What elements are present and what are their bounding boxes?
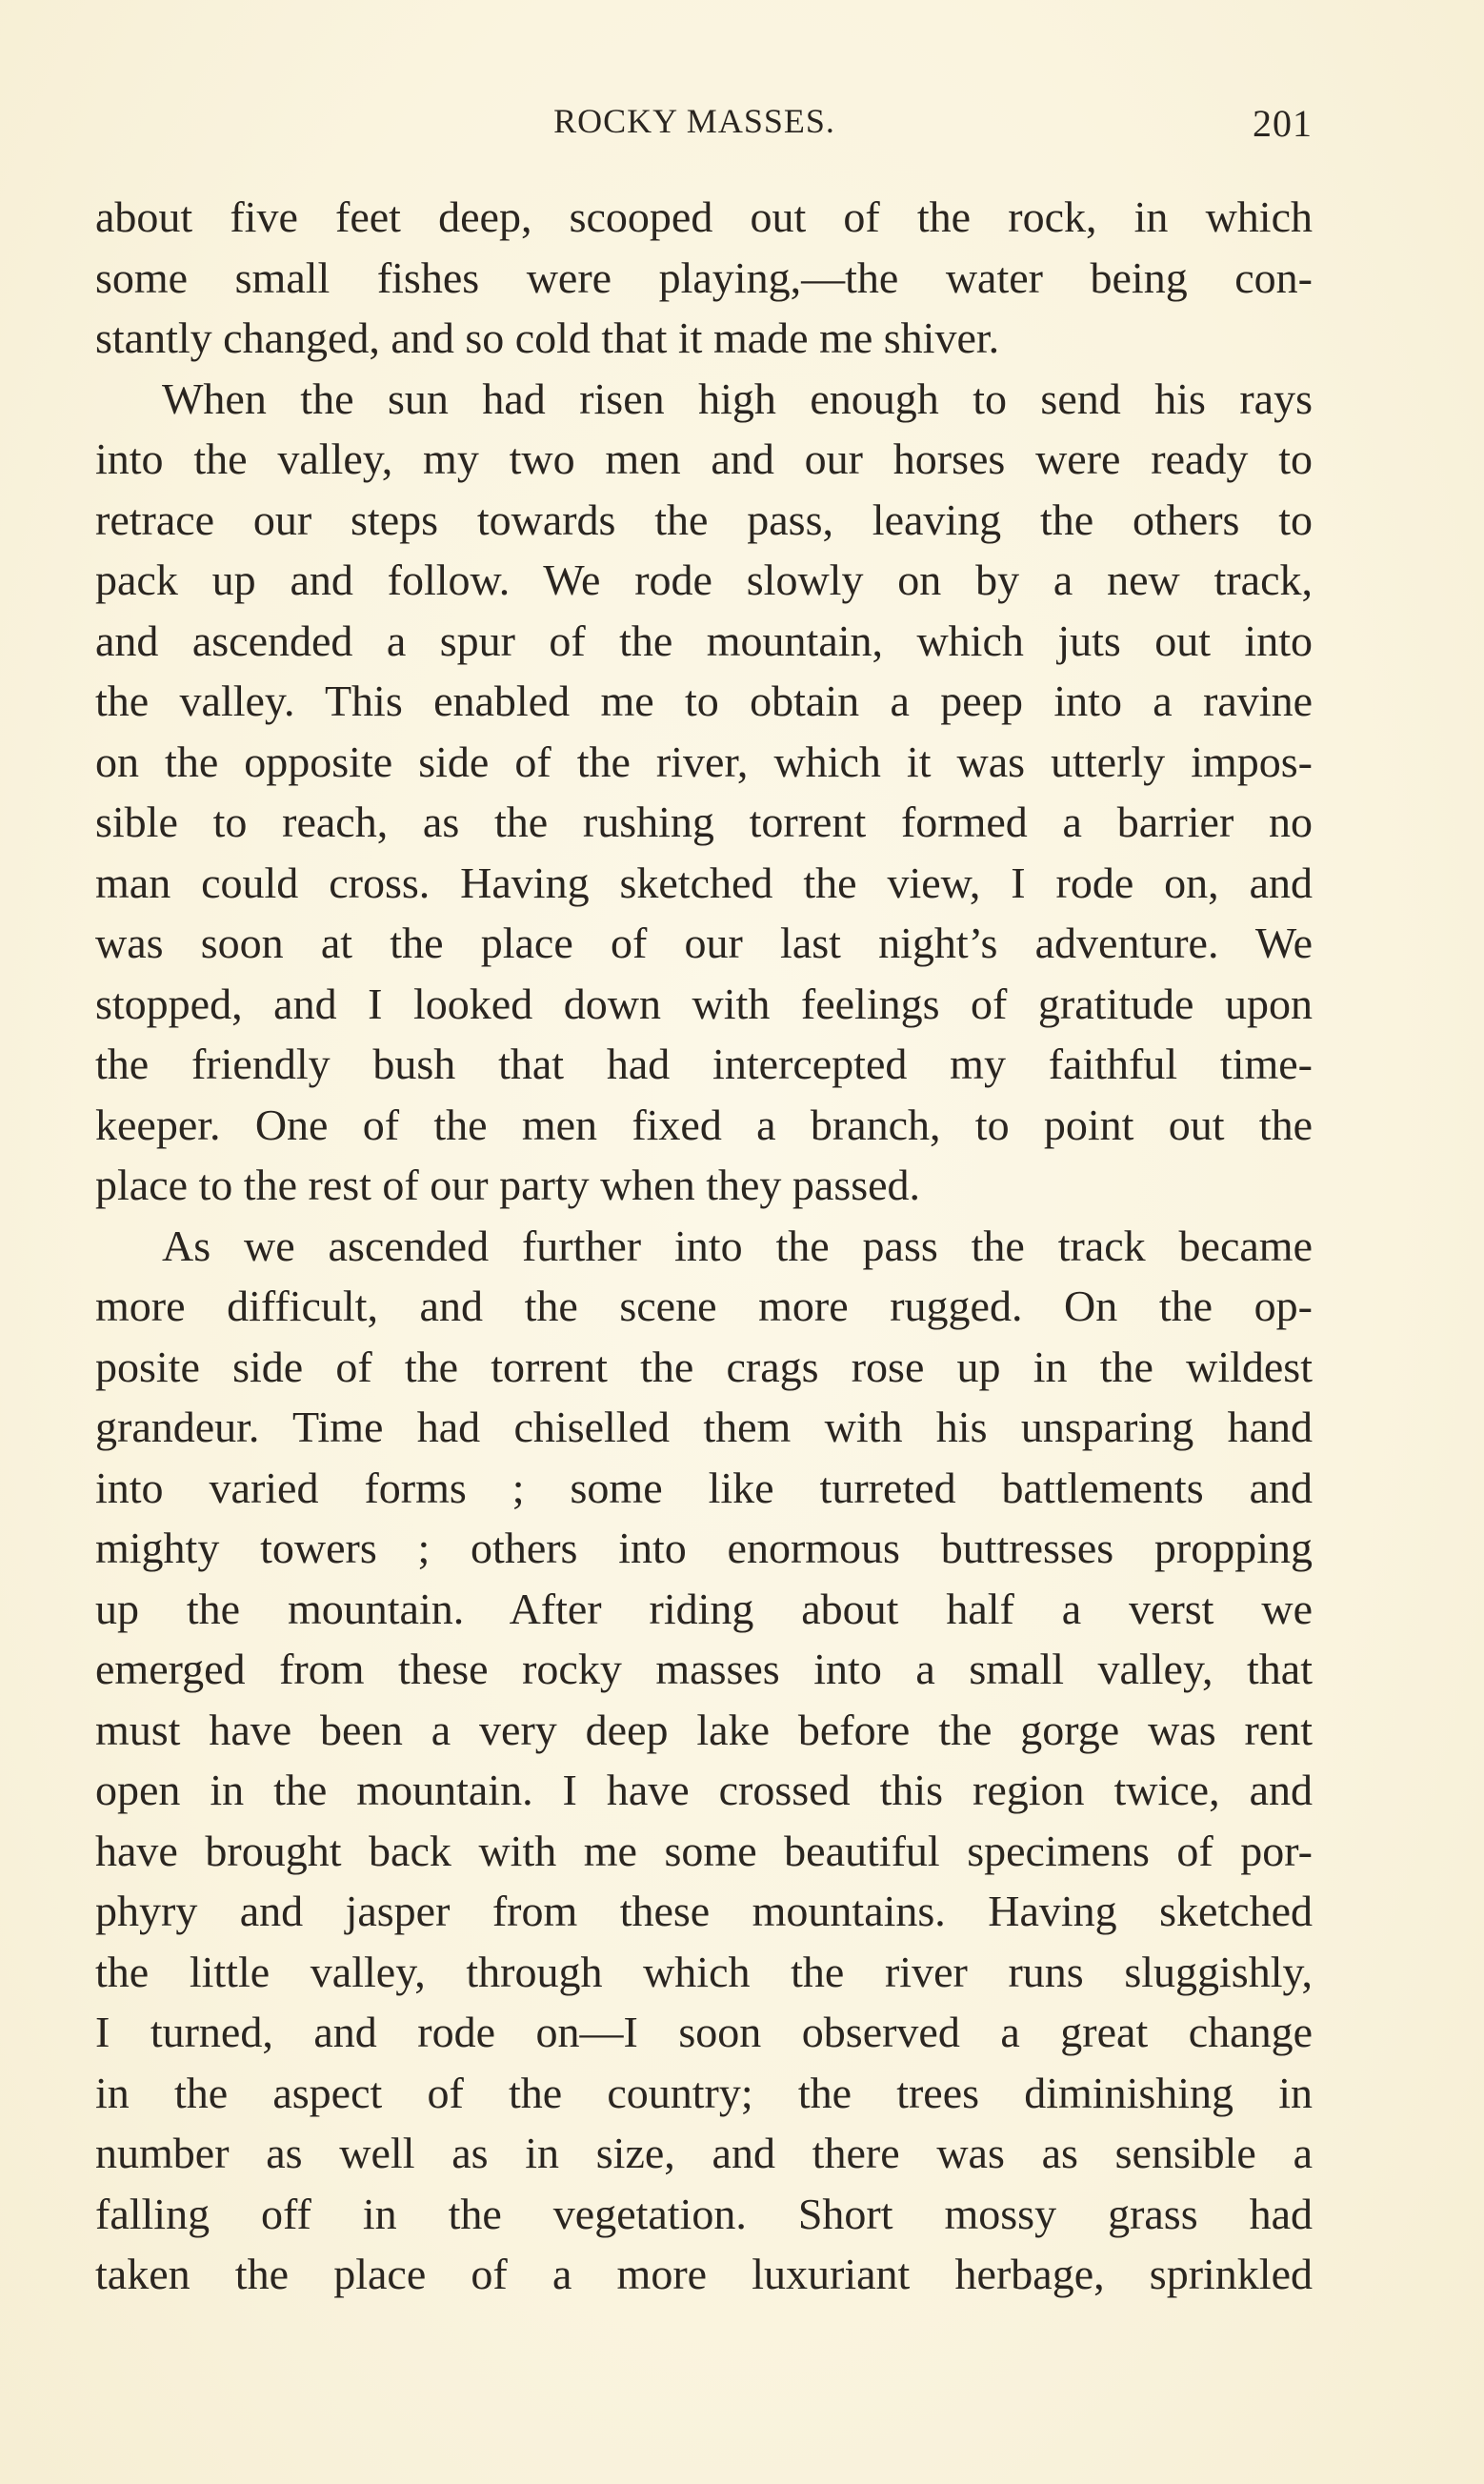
running-head [95, 101, 1313, 149]
text-line: the little valley, through which the river runs sluggishly, [95, 1947, 1313, 1996]
text-line: phyry and jasper from these mountains. Having sketched [95, 1887, 1313, 1935]
text-line: stantly changed, and so cold that it made me shiver. [95, 313, 1000, 362]
page-number: 201 [1253, 102, 1313, 145]
body-text [95, 187, 1313, 2305]
text-line: place to the rest of our party when they passed. [95, 1161, 921, 1209]
text-line: on the opposite side of the river, which it was utterly impos- [95, 737, 1313, 786]
text-line: about five feet deep, scooped out of the rock, in which [95, 192, 1313, 241]
text-line: keeper. One of the men fixed a branch, to point out the [95, 1100, 1313, 1149]
text-line: more difficult, and the scene more rugged. On the op- [95, 1282, 1313, 1330]
text-line: emerged from these rocky masses into a small valley, that [95, 1645, 1313, 1693]
text-line: up the mountain. After riding about half a verst we [95, 1584, 1313, 1633]
text-line: was soon at the place of our last night’s adventure. We [95, 919, 1313, 967]
text-line: into varied forms ; some like turreted battlements and [95, 1463, 1313, 1512]
text-line: in the aspect of the country; the trees diminishing in [95, 2068, 1313, 2117]
text-line: taken the place of a more luxuriant herbage, sprinkled [95, 2250, 1313, 2298]
text-line: When the sun had risen high enough to send his rays [162, 374, 1313, 423]
text-line: pack up and follow. We rode slowly on by a new track, [95, 555, 1313, 604]
text-line: must have been a very deep lake before the gorge was rent [95, 1705, 1313, 1754]
text-line: the valley. This enabled me to obtain a peep into a ravine [95, 677, 1313, 725]
text-line: into the valley, my two men and our horses were ready to [95, 434, 1313, 483]
text-line: the friendly bush that had intercepted my faithful time- [95, 1040, 1313, 1088]
text-line: falling off in the vegetation. Short mossy grass had [95, 2189, 1313, 2238]
text-line: grandeur. Time had chiselled them with his unsparing hand [95, 1403, 1313, 1451]
text-line: posite side of the torrent the crags rose up in the wildest [95, 1342, 1313, 1391]
text-line: mighty towers ; others into enormous buttresses propping [95, 1524, 1313, 1572]
text-line: have brought back with me some beautiful specimens of por- [95, 1826, 1313, 1875]
text-line: stopped, and I looked down with feelings of gratitude upon [95, 979, 1313, 1028]
text-line: number as well as in size, and there was as sensible a [95, 2129, 1313, 2177]
text-line: I turned, and rode on—I soon observed a great change [95, 2008, 1313, 2056]
text-line: sible to reach, as the rushing torrent formed a barrier no [95, 798, 1313, 846]
text-line: man could cross. Having sketched the view, I rode on, and [95, 858, 1313, 907]
text-line: open in the mountain. I have crossed this region twice, and [95, 1766, 1313, 1814]
text-line: As we ascended further into the pass the track became [162, 1221, 1313, 1270]
text-line: retrace our steps towards the pass, leaving the others to [95, 495, 1313, 544]
text-line: and ascended a spur of the mountain, which juts out into [95, 616, 1313, 665]
running-title: ROCKY MASSES. [553, 102, 835, 140]
text-line: some small fishes were playing,—the water being con- [95, 252, 1313, 302]
